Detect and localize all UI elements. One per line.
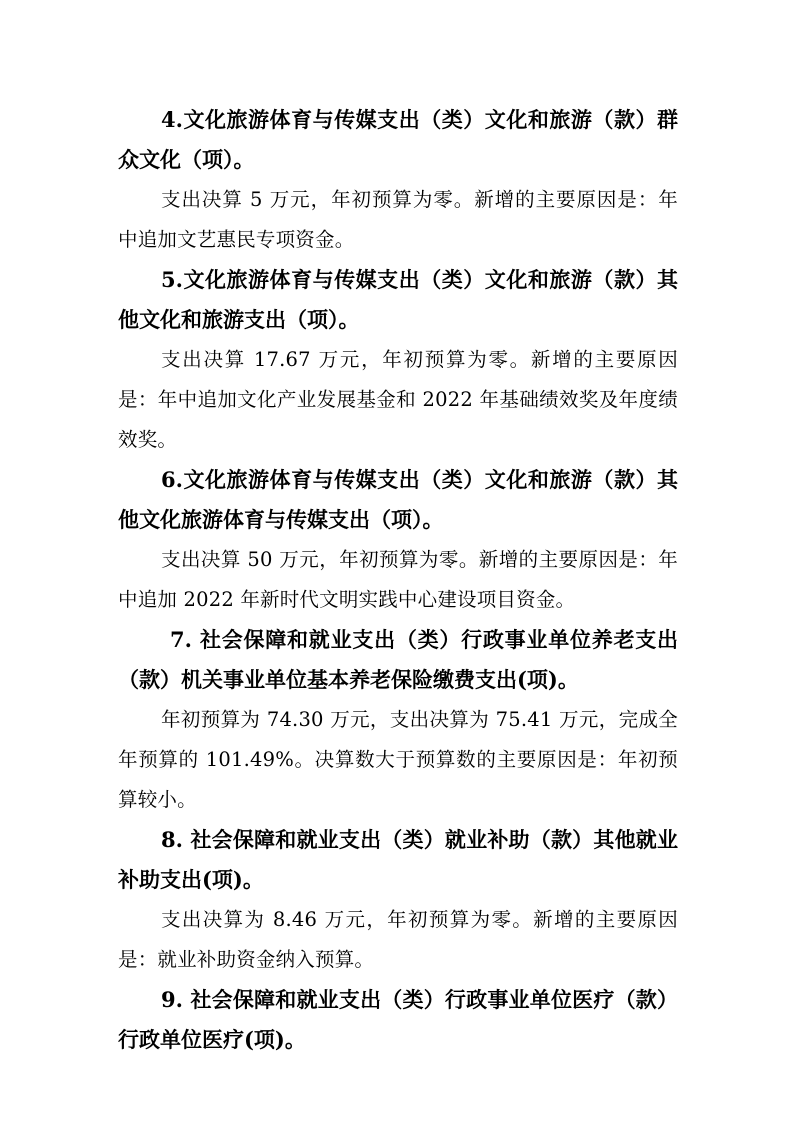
section-4-heading: 4.文化旅游体育与传媒支出（类）文化和旅游（款）群众文化（项）。 <box>118 107 678 172</box>
document-body <box>118 100 678 1060</box>
section-8-body: 支出决算为 8.46 万元，年初预算为零。新增的主要原因是：就业补助资金纳入预算。 <box>118 908 678 971</box>
section-4-body: 支出决算 5 万元，年初预算为零。新增的主要原因是：年中追加文艺惠民专项资金。 <box>118 188 678 251</box>
section-7-body: 年初预算为 74.30 万元，支出决算为 75.41 万元，完成全年预算的 101.49%。决算数大于预算数的主要原因是：年初预算较小。 <box>118 708 678 811</box>
section-5-body: 支出决算 17.67 万元，年初预算为零。新增的主要原因是：年中追加文化产业发展基金和 2022 年基础绩效奖及年度绩效奖。 <box>118 348 678 451</box>
section-9-heading: 9. 社会保障和就业支出（类）行政事业单位医疗（款）行政单位医疗(项)。 <box>118 987 678 1052</box>
section-6-body: 支出决算 50 万元，年初预算为零。新增的主要原因是：年中追加 2022 年新时代文明实践中心建设项目资金。 <box>118 548 678 611</box>
section-6-heading: 6.文化旅游体育与传媒支出（类）文化和旅游（款）其他文化旅游体育与传媒支出（项）。 <box>118 467 678 532</box>
section-5-heading: 5.文化旅游体育与传媒支出（类）文化和旅游（款）其他文化和旅游支出（项）。 <box>118 267 678 332</box>
section-8-heading: 8. 社会保障和就业支出（类）就业补助（款）其他就业补助支出(项)。 <box>118 827 678 892</box>
section-7-heading: 7. 社会保障和就业支出（类）行政事业单位养老支出（款）机关事业单位基本养老保险缴费支出(项)。 <box>118 627 678 692</box>
